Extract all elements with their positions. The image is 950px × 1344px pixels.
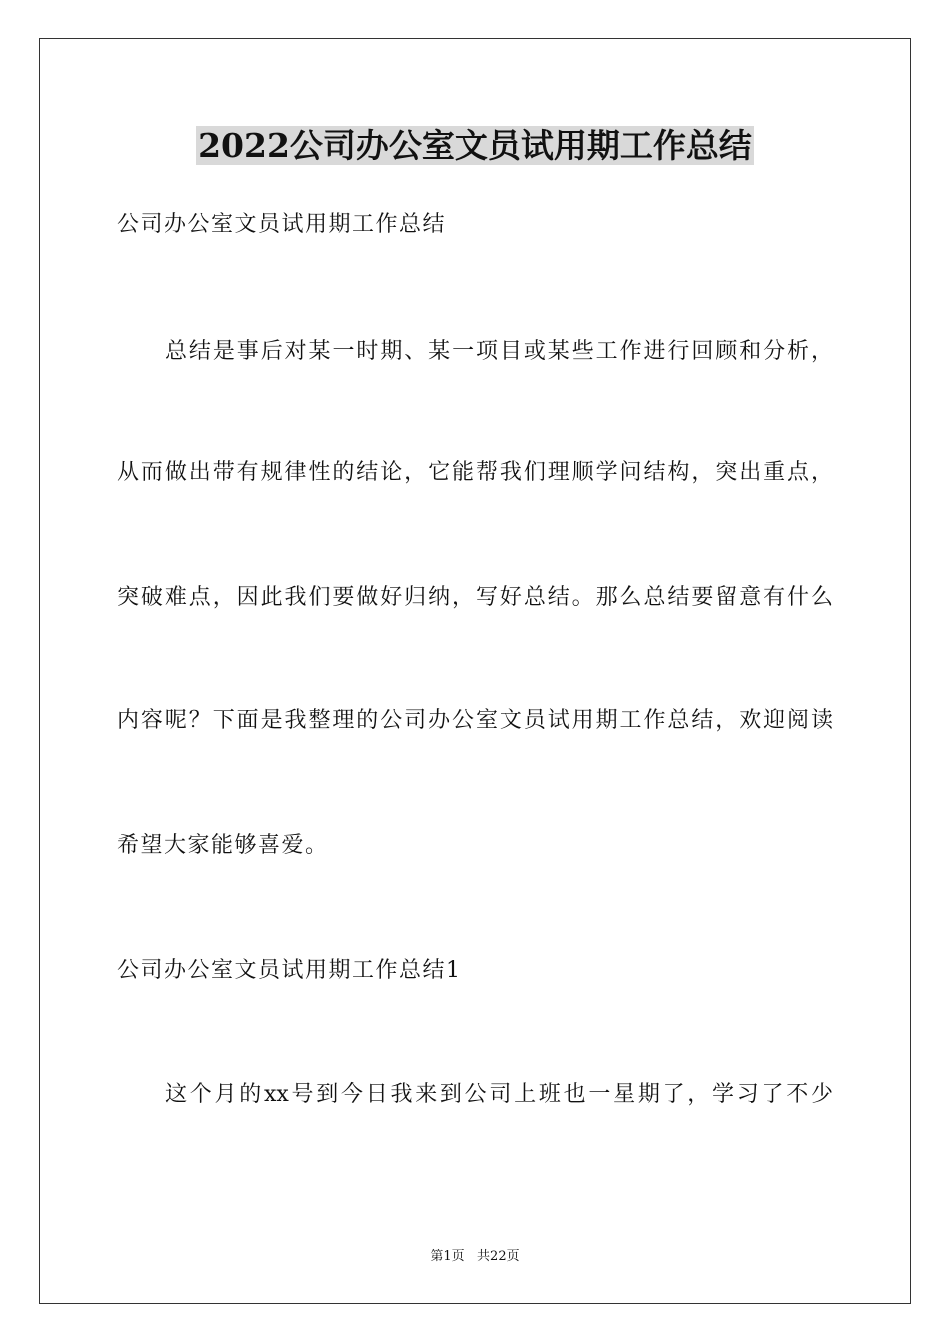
intro-line-3: 突破难点，因此我们要做好归纳，写好总结。那么总结要留意有什么	[117, 585, 833, 610]
intro-line-1: 总结是事后对某一时期、某一项目或某些工作进行回顾和分析，	[165, 339, 833, 364]
intro-line-5: 希望大家能够喜爱。	[117, 833, 329, 858]
page-footer: 第1页 共22页	[430, 1249, 520, 1264]
section-first-line: 这个月的xx号到今日我来到公司上班也一星期了，学习了不少	[165, 1082, 833, 1107]
document-title-text: 2022公司办公室文员试用期工作总结	[198, 126, 752, 165]
intro-line-4: 内容呢？下面是我整理的公司办公室文员试用期工作总结，欢迎阅读	[117, 708, 833, 733]
document-subtitle: 公司办公室文员试用期工作总结	[117, 212, 447, 237]
intro-line-2: 从而做出带有规律性的结论，它能帮我们理顺学问结构，突出重点，	[117, 460, 833, 485]
document-title	[0, 124, 950, 168]
section-heading: 公司办公室文员试用期工作总结1	[117, 958, 462, 983]
